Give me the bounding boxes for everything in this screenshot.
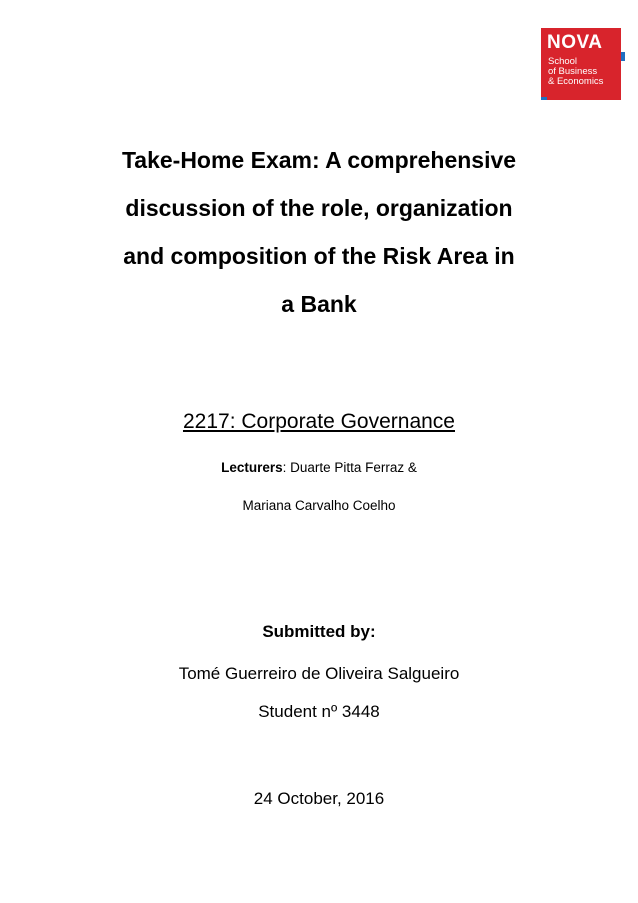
- lecturers-separator: :: [282, 460, 291, 475]
- logo-line-business: of Business: [548, 66, 598, 77]
- lecturers-label: Lecturers: [221, 460, 283, 475]
- course-name: 2217: Corporate Governance: [182, 410, 455, 433]
- title-line-1: Take-Home Exam: A comprehensive: [121, 147, 517, 173]
- logo-accent-mark: [541, 97, 547, 100]
- lecturers-names-1: Duarte Pitta Ferraz &: [290, 460, 417, 475]
- author-name: Tomé Guerreiro de Oliveira Salgueiro: [178, 664, 460, 683]
- lecturers-names-2: Mariana Carvalho Coelho: [242, 498, 396, 513]
- title-line-2: discussion of the role, organization: [125, 195, 513, 221]
- lecturers-line: [40, 458, 598, 478]
- document-title: [40, 136, 598, 328]
- title-line-4: a Bank: [281, 291, 357, 317]
- logo-line-economics: & Economics: [548, 76, 604, 87]
- student-number: Student nº 3448: [258, 702, 380, 721]
- title-line-3: and composition of the Risk Area in: [123, 243, 515, 269]
- logo-accent-mark-right: [621, 52, 625, 61]
- nova-sbe-logo: [541, 28, 621, 100]
- submitted-by-heading: Submitted by:: [262, 622, 376, 641]
- logo-wordmark: NOVA: [547, 32, 603, 53]
- submission-date: 24 October, 2016: [253, 789, 385, 808]
- logo-line-school: School: [548, 56, 578, 67]
